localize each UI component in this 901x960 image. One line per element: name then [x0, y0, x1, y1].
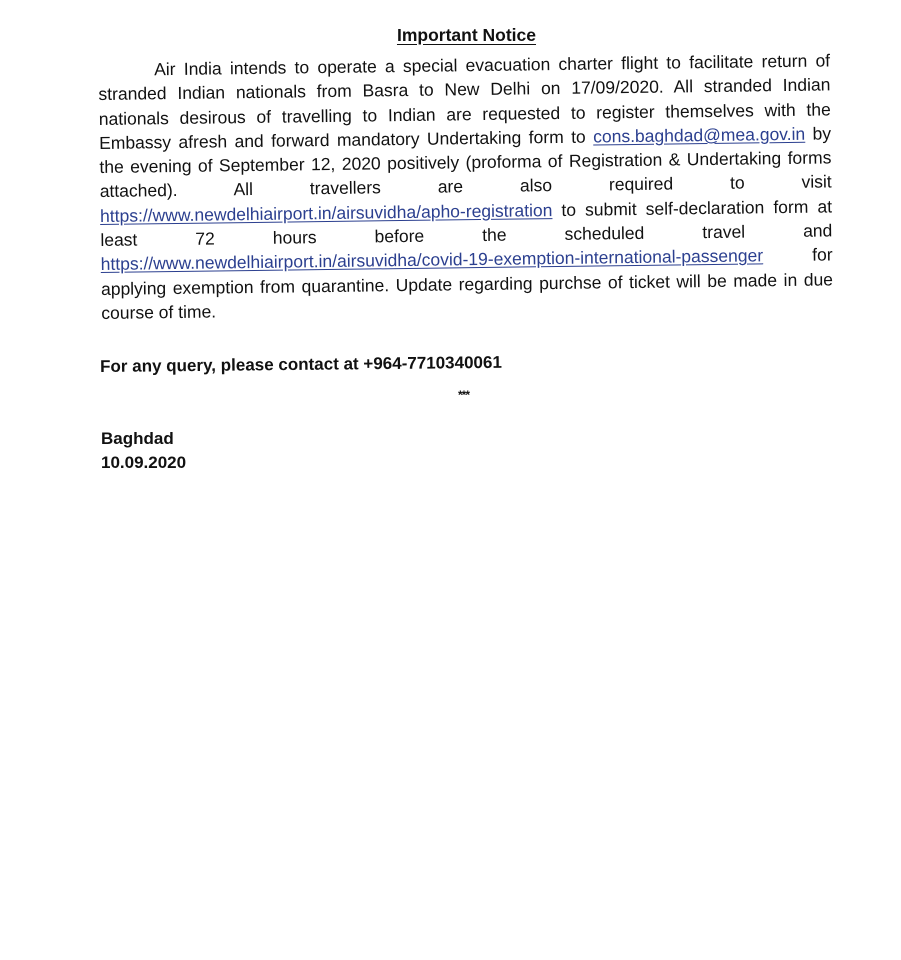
- notice-body: [98, 48, 833, 325]
- notice-paragraph: [98, 48, 833, 325]
- body-text-3: to submit self-declaration form at least 72 hours before the scheduled travel and: [100, 196, 833, 251]
- exemption-link[interactable]: https://www.newdelhiairport.in/airsuvidha/covid-19-exemption-international-passenger: [100, 245, 764, 275]
- registration-link[interactable]: https://www.newdelhiairport.in/airsuvidha/apho-registration: [99, 199, 553, 226]
- separator-stars: ***: [458, 388, 470, 402]
- body-text-1: Air India intends to operate a special evacuation charter flight to facilitate return of stranded Indian nationals from Basra to New Delhi on 17/09/2020. All stranded Indian nationals desirous of travelling to Indian are requested to register themselves with the Embassy afresh and forward mandatory Undertaking form to: [98, 50, 831, 153]
- signature-block: [101, 427, 186, 475]
- body-text-4: for applying exemption from quarantine. Update regarding purchse of ticket will be made in due course of time.: [100, 244, 834, 323]
- date-label: 10.09.2020: [101, 453, 187, 472]
- notice-title-text: Important Notice: [396, 25, 537, 45]
- body-text-2: by the evening of September 12, 2020 positively (proforma of Registration & Undertaking forms attached). All travellers are also required to visit: [99, 123, 832, 202]
- email-link[interactable]: cons.baghdad@mea.gov.in: [593, 123, 806, 147]
- place-label: Baghdad: [101, 429, 174, 448]
- notice-title: [0, 25, 901, 46]
- query-contact-line: For any query, please contact at +964-7710340061: [100, 352, 502, 376]
